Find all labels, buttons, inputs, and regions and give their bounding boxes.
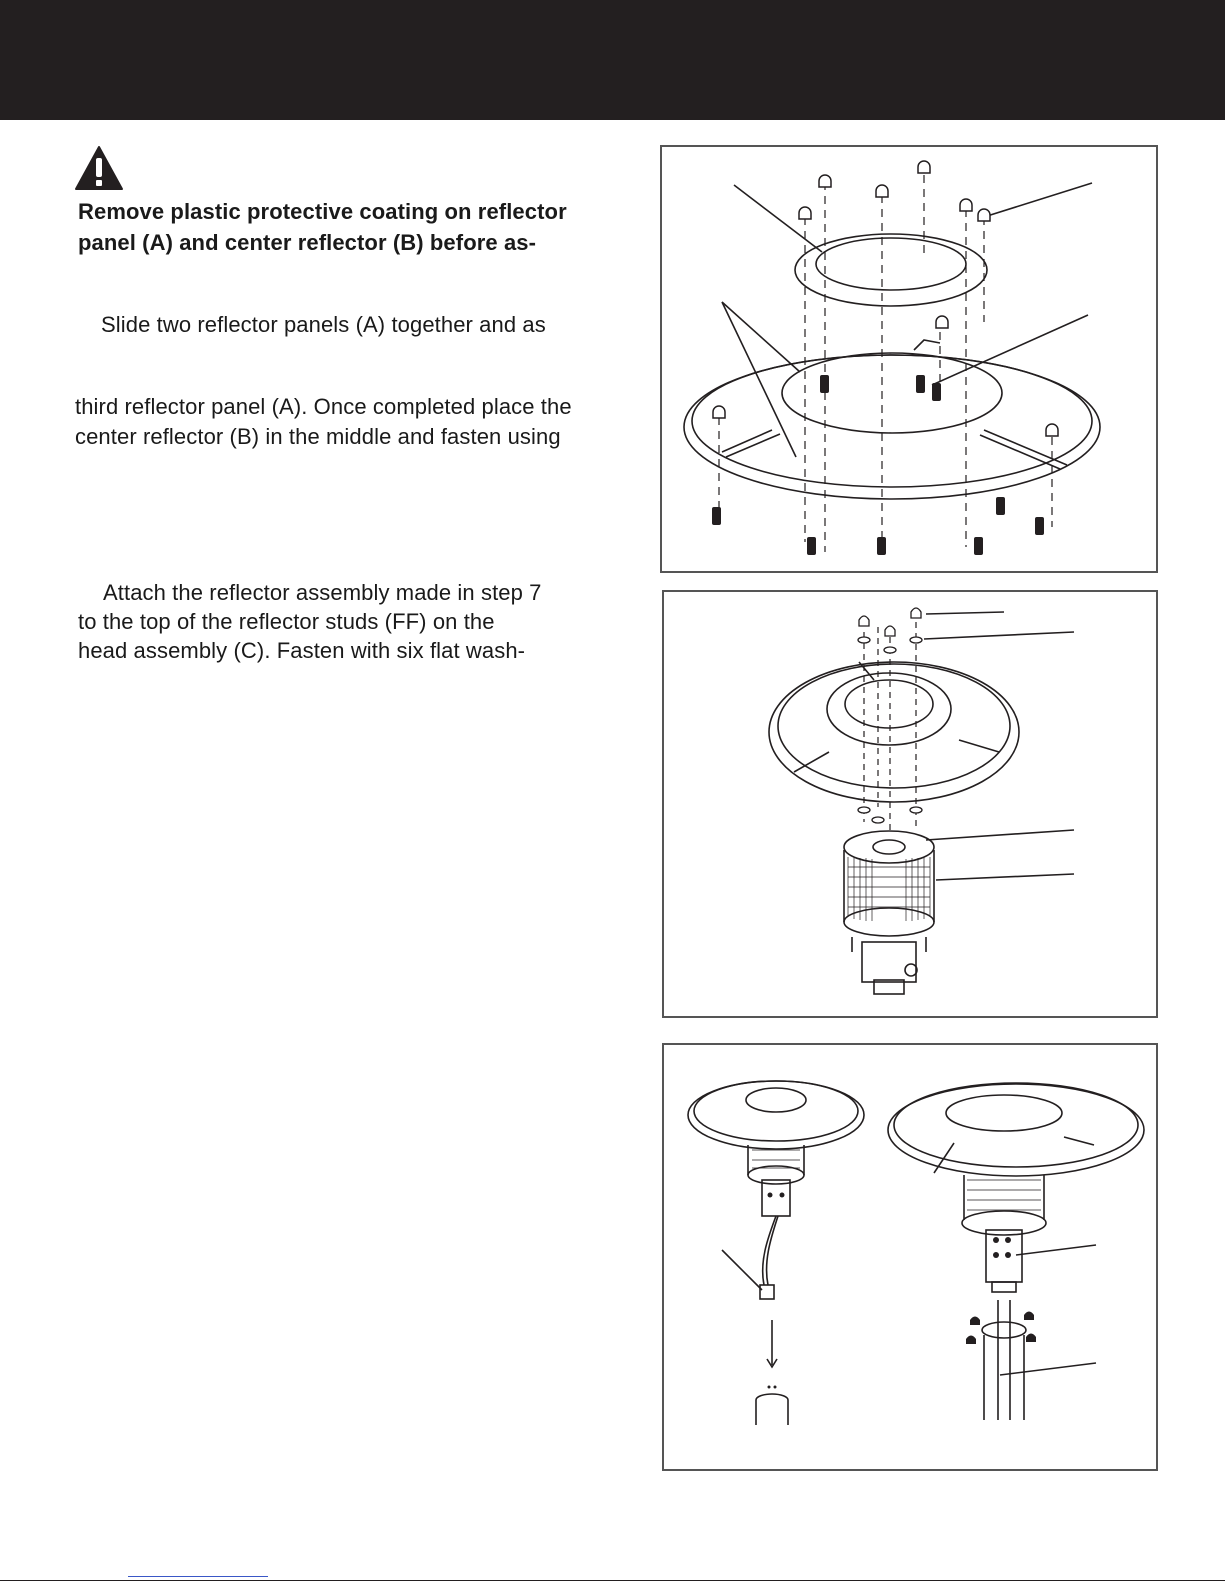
warning-line-2: panel (A) and center reflector (B) before as- — [78, 230, 537, 255]
footer-link-underline[interactable] — [128, 1575, 268, 1577]
head-to-post-illustration — [664, 1045, 1160, 1473]
step8-line-3: head assembly (C). Fasten with six flat wash- — [78, 638, 526, 663]
step8-line-1: Attach the reflector assembly made in step 7 — [103, 580, 542, 605]
header-bar — [0, 0, 1225, 120]
reflector-panels-illustration — [662, 147, 1160, 575]
step7-line-3: center reflector (B) in the middle and fasten using — [75, 424, 561, 449]
figure-reflector-panels — [660, 145, 1158, 573]
warning-line-1: Remove plastic protective coating on reflector — [78, 199, 567, 224]
step7-line-2: third reflector panel (A). Once completed place the — [75, 394, 572, 419]
head-assembly-illustration — [664, 592, 1160, 1020]
warning-triangle-icon — [74, 145, 124, 191]
figure-head-assembly — [662, 590, 1158, 1018]
footer-rule — [0, 1580, 1225, 1581]
figure-head-to-post — [662, 1043, 1158, 1471]
step7-line-1: Slide two reflector panels (A) together and as — [101, 312, 546, 337]
step8-line-2: to the top of the reflector studs (FF) on the — [78, 609, 495, 634]
